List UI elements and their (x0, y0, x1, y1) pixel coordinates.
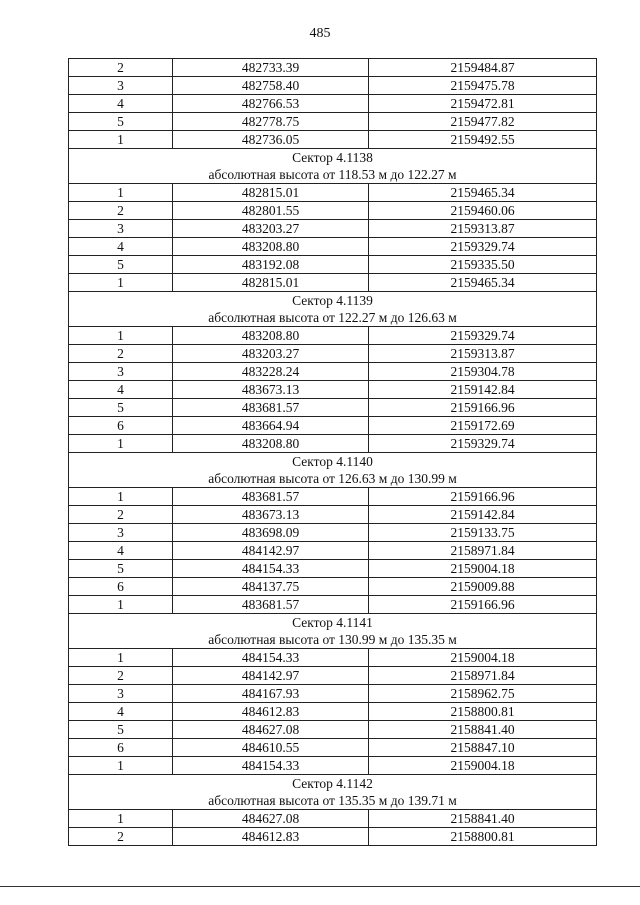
sector-altitude: абсолютная высота от 118.53 м до 122.27 м (208, 167, 457, 182)
table-row (69, 560, 597, 578)
sector-header-cell (69, 149, 597, 184)
table-row (69, 667, 597, 685)
sector-header-row (69, 292, 597, 327)
table-row (69, 506, 597, 524)
point-number-cell: 1 (69, 649, 173, 667)
table-row (69, 435, 597, 453)
table-row (69, 95, 597, 113)
y-coordinate-cell: 2159166.96 (369, 399, 597, 417)
sector-title: Сектор 4.1139 (292, 293, 373, 308)
table-row (69, 757, 597, 775)
point-number-cell: 4 (69, 381, 173, 399)
x-coordinate-cell: 484154.33 (173, 649, 369, 667)
point-number-cell: 1 (69, 274, 173, 292)
x-coordinate-cell: 483208.80 (173, 435, 369, 453)
table-row (69, 327, 597, 345)
x-coordinate-cell: 482766.53 (173, 95, 369, 113)
y-coordinate-cell: 2158841.40 (369, 810, 597, 828)
sector-altitude: абсолютная высота от 135.35 м до 139.71 м (208, 793, 457, 808)
x-coordinate-cell: 484612.83 (173, 703, 369, 721)
table-row (69, 77, 597, 95)
x-coordinate-cell: 484627.08 (173, 810, 369, 828)
sector-header-cell (69, 453, 597, 488)
point-number-cell: 3 (69, 363, 173, 381)
point-number-cell: 1 (69, 131, 173, 149)
x-coordinate-cell: 483228.24 (173, 363, 369, 381)
point-number-cell: 1 (69, 184, 173, 202)
y-coordinate-cell: 2158841.40 (369, 721, 597, 739)
y-coordinate-cell: 2159166.96 (369, 596, 597, 614)
y-coordinate-cell: 2159484.87 (369, 59, 597, 77)
y-coordinate-cell: 2159477.82 (369, 113, 597, 131)
x-coordinate-cell: 484154.33 (173, 560, 369, 578)
table-row (69, 59, 597, 77)
table-row (69, 828, 597, 846)
y-coordinate-cell: 2159465.34 (369, 184, 597, 202)
y-coordinate-cell: 2159475.78 (369, 77, 597, 95)
point-number-cell: 3 (69, 77, 173, 95)
table-row (69, 256, 597, 274)
table-row (69, 596, 597, 614)
sector-altitude: абсолютная высота от 122.27 м до 126.63 м (208, 310, 457, 325)
y-coordinate-cell: 2158971.84 (369, 667, 597, 685)
x-coordinate-cell: 484627.08 (173, 721, 369, 739)
x-coordinate-cell: 484154.33 (173, 757, 369, 775)
y-coordinate-cell: 2159460.06 (369, 202, 597, 220)
page-number: 485 (309, 26, 331, 41)
point-number-cell: 1 (69, 757, 173, 775)
point-number-cell: 5 (69, 721, 173, 739)
y-coordinate-cell: 2159004.18 (369, 560, 597, 578)
point-number-cell: 2 (69, 59, 173, 77)
point-number-cell: 5 (69, 113, 173, 131)
point-number-cell: 2 (69, 667, 173, 685)
table-row (69, 345, 597, 363)
x-coordinate-cell: 482733.39 (173, 59, 369, 77)
sector-header-row (69, 775, 597, 810)
table-row (69, 578, 597, 596)
x-coordinate-cell: 484612.83 (173, 828, 369, 846)
x-coordinate-cell: 482801.55 (173, 202, 369, 220)
y-coordinate-cell: 2159472.81 (369, 95, 597, 113)
y-coordinate-cell: 2159329.74 (369, 238, 597, 256)
y-coordinate-cell: 2159004.18 (369, 757, 597, 775)
x-coordinate-cell: 482815.01 (173, 274, 369, 292)
sector-header-cell (69, 775, 597, 810)
table-row (69, 131, 597, 149)
table-row (69, 238, 597, 256)
x-coordinate-cell: 483681.57 (173, 399, 369, 417)
x-coordinate-cell: 483681.57 (173, 596, 369, 614)
x-coordinate-cell: 482778.75 (173, 113, 369, 131)
sector-header-row (69, 614, 597, 649)
sector-title: Сектор 4.1138 (292, 150, 373, 165)
point-number-cell: 2 (69, 828, 173, 846)
point-number-cell: 2 (69, 345, 173, 363)
x-coordinate-cell: 483673.13 (173, 506, 369, 524)
coordinates-table (68, 58, 597, 846)
table-row (69, 220, 597, 238)
point-number-cell: 1 (69, 810, 173, 828)
y-coordinate-cell: 2159004.18 (369, 649, 597, 667)
point-number-cell: 4 (69, 542, 173, 560)
y-coordinate-cell: 2159166.96 (369, 488, 597, 506)
sector-header-row (69, 149, 597, 184)
table-row (69, 524, 597, 542)
table-row (69, 274, 597, 292)
sector-altitude: абсолютная высота от 130.99 м до 135.35 м (208, 632, 457, 647)
x-coordinate-cell: 483673.13 (173, 381, 369, 399)
x-coordinate-cell: 483698.09 (173, 524, 369, 542)
table-row (69, 399, 597, 417)
point-number-cell: 4 (69, 703, 173, 721)
y-coordinate-cell: 2159304.78 (369, 363, 597, 381)
y-coordinate-cell: 2158800.81 (369, 828, 597, 846)
x-coordinate-cell: 482815.01 (173, 184, 369, 202)
x-coordinate-cell: 484167.93 (173, 685, 369, 703)
point-number-cell: 6 (69, 578, 173, 596)
sector-altitude: абсолютная высота от 126.63 м до 130.99 м (208, 471, 457, 486)
x-coordinate-cell: 483192.08 (173, 256, 369, 274)
sector-title: Сектор 4.1141 (292, 615, 373, 630)
point-number-cell: 3 (69, 524, 173, 542)
x-coordinate-cell: 483681.57 (173, 488, 369, 506)
y-coordinate-cell: 2159313.87 (369, 345, 597, 363)
table-row (69, 184, 597, 202)
table-row (69, 381, 597, 399)
table-row (69, 739, 597, 757)
table-row (69, 417, 597, 435)
sector-header-cell (69, 292, 597, 327)
table-row (69, 488, 597, 506)
table-row (69, 810, 597, 828)
x-coordinate-cell: 483208.80 (173, 238, 369, 256)
point-number-cell: 4 (69, 95, 173, 113)
point-number-cell: 5 (69, 399, 173, 417)
table-row (69, 649, 597, 667)
y-coordinate-cell: 2158962.75 (369, 685, 597, 703)
y-coordinate-cell: 2158800.81 (369, 703, 597, 721)
point-number-cell: 3 (69, 220, 173, 238)
x-coordinate-cell: 483203.27 (173, 220, 369, 238)
table-row (69, 703, 597, 721)
table-row (69, 721, 597, 739)
y-coordinate-cell: 2159329.74 (369, 435, 597, 453)
x-coordinate-cell: 484142.97 (173, 667, 369, 685)
y-coordinate-cell: 2159172.69 (369, 417, 597, 435)
x-coordinate-cell: 483664.94 (173, 417, 369, 435)
x-coordinate-cell: 482736.05 (173, 131, 369, 149)
y-coordinate-cell: 2159313.87 (369, 220, 597, 238)
point-number-cell: 2 (69, 202, 173, 220)
table-row (69, 685, 597, 703)
x-coordinate-cell: 484610.55 (173, 739, 369, 757)
y-coordinate-cell: 2159329.74 (369, 327, 597, 345)
y-coordinate-cell: 2159133.75 (369, 524, 597, 542)
sector-header-row (69, 453, 597, 488)
coordinates-table-body (69, 59, 597, 846)
point-number-cell: 2 (69, 506, 173, 524)
y-coordinate-cell: 2159009.88 (369, 578, 597, 596)
point-number-cell: 1 (69, 435, 173, 453)
point-number-cell: 1 (69, 327, 173, 345)
point-number-cell: 3 (69, 685, 173, 703)
x-coordinate-cell: 483203.27 (173, 345, 369, 363)
table-row (69, 542, 597, 560)
y-coordinate-cell: 2158847.10 (369, 739, 597, 757)
y-coordinate-cell: 2159465.34 (369, 274, 597, 292)
table-row (69, 113, 597, 131)
point-number-cell: 1 (69, 596, 173, 614)
point-number-cell: 6 (69, 417, 173, 435)
bottom-rule (0, 886, 640, 887)
point-number-cell: 1 (69, 488, 173, 506)
sector-title: Сектор 4.1140 (292, 454, 373, 469)
point-number-cell: 5 (69, 560, 173, 578)
point-number-cell: 4 (69, 238, 173, 256)
point-number-cell: 5 (69, 256, 173, 274)
y-coordinate-cell: 2159142.84 (369, 381, 597, 399)
table-row (69, 363, 597, 381)
x-coordinate-cell: 484137.75 (173, 578, 369, 596)
y-coordinate-cell: 2159335.50 (369, 256, 597, 274)
y-coordinate-cell: 2159142.84 (369, 506, 597, 524)
y-coordinate-cell: 2158971.84 (369, 542, 597, 560)
x-coordinate-cell: 483208.80 (173, 327, 369, 345)
x-coordinate-cell: 484142.97 (173, 542, 369, 560)
x-coordinate-cell: 482758.40 (173, 77, 369, 95)
table-row (69, 202, 597, 220)
y-coordinate-cell: 2159492.55 (369, 131, 597, 149)
sector-title: Сектор 4.1142 (292, 776, 373, 791)
sector-header-cell (69, 614, 597, 649)
point-number-cell: 6 (69, 739, 173, 757)
